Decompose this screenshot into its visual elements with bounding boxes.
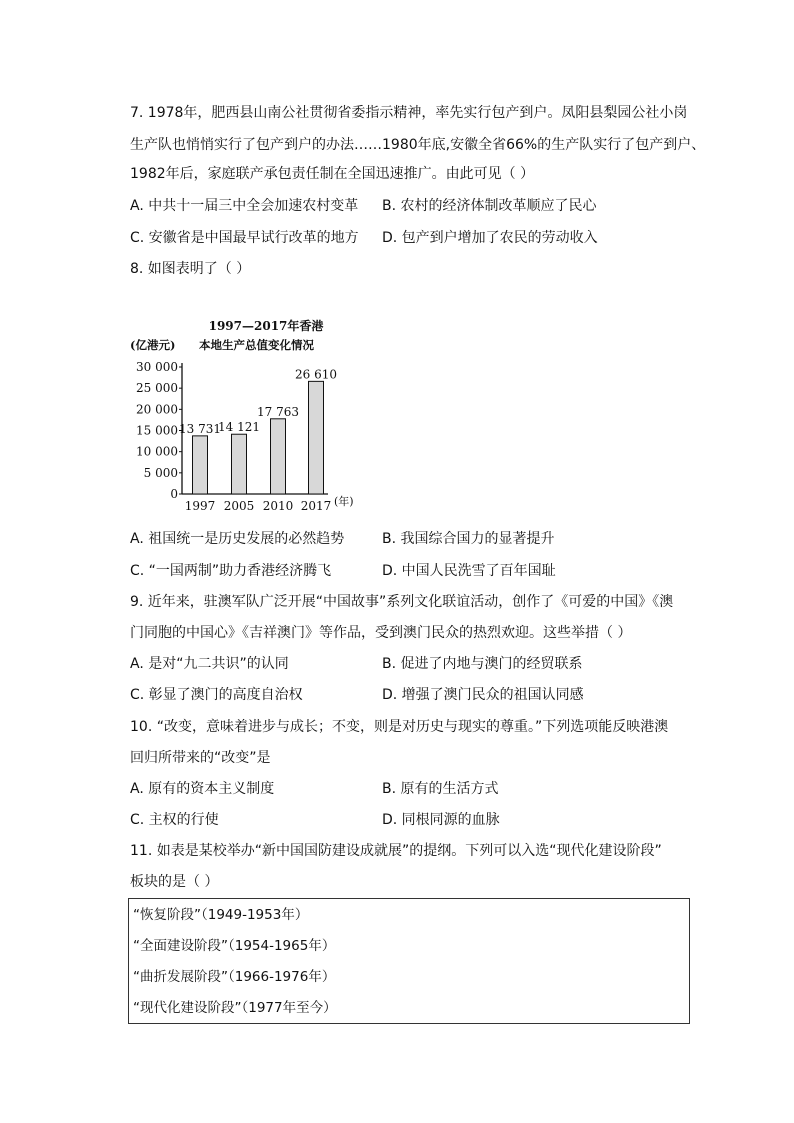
q11-table-row: “曲折发展阶段”（1966-1976年） [133,969,336,985]
q7-option-b: B. 农村的经济体制改革顺应了民心 [382,198,597,214]
q8-option-d: D. 中国人民洗雪了百年国耻 [382,563,556,579]
q11-stem-line-1: 11. 如表是某校举办“新中国国防建设成就展”的提纲。下列可以入选“现代化建设阶段” [130,843,662,859]
y-tick-label: 20 000 [136,402,178,417]
x-tick-label: 2017 [300,499,332,513]
y-tick-label: 5 000 [143,465,178,480]
q7-stem-line-3: 1982年后，家庭联产承包责任制在全国迅速推广。由此可见（ ） [130,166,535,182]
y-tick-label: 0 [170,487,178,501]
q8-option-b: B. 我国综合国力的显著提升 [382,531,555,547]
y-tick-label: 25 000 [136,381,178,396]
q9-option-c: C. 彰显了澳门的高度自治权 [130,687,303,703]
chart-subtitle: 本地生产总值变化情况 [199,338,314,352]
q10-option-d: D. 同根同源的血脉 [382,812,500,828]
q8-option-a: A. 祖国统一是历史发展的必然趋势 [130,531,345,547]
y-tick-label: 10 000 [136,444,178,459]
chart-bars [179,367,337,494]
q7-option-d: D. 包产到户增加了农民的劳动收入 [382,230,598,246]
q10-option-b: B. 原有的生活方式 [382,781,499,797]
q10-option-a: A. 原有的资本主义制度 [130,781,275,797]
q9-stem-line-2: 门同胞的中国心》《吉祥澳门》等作品，受到澳门民众的热烈欢迎。这些举措（ ） [130,625,632,641]
q7-option-c: C. 安徽省是中国最早试行改革的地方 [130,230,359,246]
chart-title: 1997—2017年香港 [208,319,324,333]
q8-option-c: C. “一国两制”助力香港经济腾飞 [130,563,332,579]
q9-stem-line-1: 9. 近年来，驻澳军队广泛开展“中国故事”系列文化联谊活动，创作了《可爱的中国》《澳 [130,594,674,610]
bar-value-label: 17 763 [257,404,299,419]
q7-stem-line-1: 7. 1978年，肥西县山南公社贯彻省委指示精神，率先实行包产到户。凤阳县梨园公社小岗 [130,105,688,121]
bar [309,381,324,494]
q11-outline-table [128,898,690,1024]
q11-table-row: “恢复阶段”（1949-1953年） [133,907,309,923]
x-tick-label: 1997 [184,499,216,513]
bar [193,436,208,494]
q11-table-row: “现代化建设阶段”（1977年至今） [133,1000,337,1016]
q8-stem: 8. 如图表明了（ ） [130,261,251,277]
bar [271,419,286,494]
q10-option-c: C. 主权的行使 [130,812,219,828]
q11-table-row: “全面建设阶段”（1954-1965年） [133,938,336,954]
q9-option-d: D. 增强了澳门民众的祖国认同感 [382,687,584,703]
q9-option-a: A. 是对“九二共识”的认同 [130,656,289,672]
chart-y-ticks [136,360,182,501]
chart-xlabel: (年) [334,495,354,508]
q7-option-a: A. 中共十一届三中全会加速农村变革 [130,198,359,214]
y-tick-label: 30 000 [136,360,178,374]
bar [232,434,247,494]
q9-option-b: B. 促进了内地与澳门的经贸联系 [382,656,583,672]
q11-stem-line-2: 板块的是（ ） [130,874,219,890]
chart-x-ticks [185,499,332,513]
x-tick-label: 2005 [223,499,255,513]
q10-stem-line-2: 回归所带来的“改变”是 [130,750,271,766]
y-tick-label: 15 000 [136,423,178,438]
q7-stem-line-2: 生产队也悄悄实行了包产到户的办法……1980年底,安徽全省66%的生产队实行了包产到户、 [130,137,706,153]
gdp-bar-chart [126,312,366,518]
x-tick-label: 2010 [262,499,294,513]
bar-value-label: 26 610 [295,367,337,382]
bar-value-label: 13 731 [179,421,221,436]
chart-ylabel: (亿港元) [130,338,176,352]
bar-value-label: 14 121 [218,420,260,435]
q10-stem-line-1: 10. “改变，意味着进步与成长；不变，则是对历史与现实的尊重。”下列选项能反映港澳 [130,719,669,735]
